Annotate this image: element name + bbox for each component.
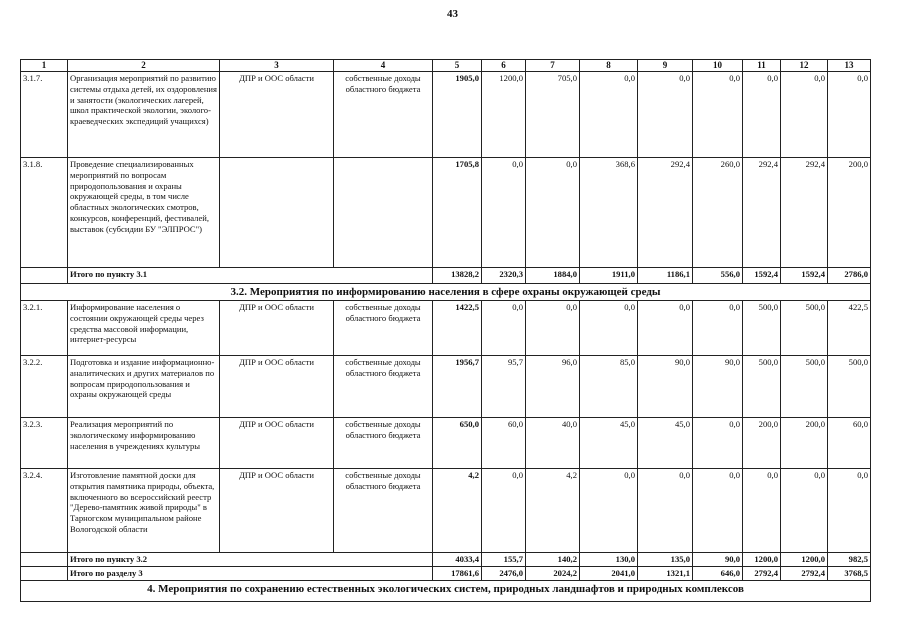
executor	[220, 158, 334, 268]
funding-source: собственные доходы областного бюджета	[334, 469, 433, 553]
amount-cell: 500,0	[743, 301, 781, 356]
total-amount: 1884,0	[526, 268, 580, 284]
amount-cell: 4,2	[526, 469, 580, 553]
amount-cell: 85,0	[580, 356, 638, 418]
total-amount: 1200,0	[743, 553, 781, 567]
amount-cell: 0,0	[743, 469, 781, 553]
amount-cell: 200,0	[743, 418, 781, 469]
activity-row	[21, 469, 871, 553]
page-number: 43	[447, 8, 458, 20]
total-label: Итого по пункту 3.1	[68, 268, 433, 284]
amount-cell: 292,4	[781, 158, 828, 268]
activity-code: 3.2.2.	[21, 356, 68, 418]
total-amount: 2024,2	[526, 566, 580, 580]
amount-cell: 292,4	[638, 158, 693, 268]
total-code	[21, 553, 68, 567]
total-amount: 1592,4	[781, 268, 828, 284]
total-amount: 130,0	[580, 553, 638, 567]
amount-cell: 1705,8	[433, 158, 482, 268]
activity-code: 3.1.8.	[21, 158, 68, 268]
executor: ДПР и ООС области	[220, 469, 334, 553]
amount-cell: 60,0	[482, 418, 526, 469]
total-amount: 1200,0	[781, 553, 828, 567]
amount-cell: 1905,0	[433, 72, 482, 158]
total-row	[21, 566, 871, 580]
amount-cell: 500,0	[781, 356, 828, 418]
activity-name: Подготовка и издание информационно-аналитических и других материалов по вопросам природопользования и охраны окружающей среды	[68, 356, 220, 418]
total-amount: 646,0	[693, 566, 743, 580]
total-amount: 2792,4	[781, 566, 828, 580]
activity-name: Реализация мероприятий по экологическому информированию населения в учреждениях культуры	[68, 418, 220, 469]
amount-cell: 0,0	[781, 72, 828, 158]
column-number: 9	[638, 60, 693, 72]
amount-cell: 0,0	[828, 469, 871, 553]
amount-cell: 0,0	[482, 158, 526, 268]
program-activities-table	[20, 59, 871, 602]
total-amount: 1911,0	[580, 268, 638, 284]
funding-source: собственные доходы областного бюджета	[334, 72, 433, 158]
total-amount: 2792,4	[743, 566, 781, 580]
amount-cell: 60,0	[828, 418, 871, 469]
activity-row	[21, 72, 871, 158]
amount-cell: 200,0	[828, 158, 871, 268]
total-amount: 140,2	[526, 553, 580, 567]
total-label: Итого по разделу 3	[68, 566, 433, 580]
amount-cell: 0,0	[638, 72, 693, 158]
amount-cell: 0,0	[693, 301, 743, 356]
amount-cell: 0,0	[580, 469, 638, 553]
column-number: 3	[220, 60, 334, 72]
total-code	[21, 566, 68, 580]
amount-cell: 500,0	[743, 356, 781, 418]
activity-row	[21, 356, 871, 418]
total-code	[21, 268, 68, 284]
amount-cell: 0,0	[580, 301, 638, 356]
total-row	[21, 268, 871, 284]
executor: ДПР и ООС области	[220, 72, 334, 158]
column-number: 4	[334, 60, 433, 72]
activity-name: Изготовление памятной доски для открытия памятника природы, объекта, включенного во всероссийский реестр "Дерево-памятник живой природы" в Тарногском муниципальном районе Вологодской области	[68, 469, 220, 553]
total-row	[21, 553, 871, 567]
total-amount: 2320,3	[482, 268, 526, 284]
total-amount: 135,0	[638, 553, 693, 567]
amount-cell: 0,0	[526, 158, 580, 268]
column-number: 1	[21, 60, 68, 72]
total-amount: 2786,0	[828, 268, 871, 284]
amount-cell: 0,0	[828, 72, 871, 158]
amount-cell: 0,0	[693, 72, 743, 158]
column-number-row	[21, 60, 871, 72]
amount-cell: 96,0	[526, 356, 580, 418]
total-amount: 17861,6	[433, 566, 482, 580]
funding-source: собственные доходы областного бюджета	[334, 356, 433, 418]
amount-cell: 0,0	[482, 469, 526, 553]
amount-cell: 0,0	[638, 301, 693, 356]
total-amount: 3768,5	[828, 566, 871, 580]
funding-source: собственные доходы областного бюджета	[334, 301, 433, 356]
total-amount: 1592,4	[743, 268, 781, 284]
amount-cell: 0,0	[693, 418, 743, 469]
amount-cell: 368,6	[580, 158, 638, 268]
activity-row	[21, 158, 871, 268]
amount-cell: 40,0	[526, 418, 580, 469]
executor: ДПР и ООС области	[220, 301, 334, 356]
amount-cell: 90,0	[693, 356, 743, 418]
section-heading-row	[21, 284, 871, 301]
activity-code: 3.2.4.	[21, 469, 68, 553]
activity-row	[21, 418, 871, 469]
total-label: Итого по пункту 3.2	[68, 553, 433, 567]
amount-cell: 650,0	[433, 418, 482, 469]
activity-name: Организация мероприятий по развитию системы отдыха детей, их оздоровления и занятости (экологических лагерей, школ практической экологии, эколого-краеведческих экспедиций учащихся)	[68, 72, 220, 158]
column-number: 13	[828, 60, 871, 72]
column-number: 10	[693, 60, 743, 72]
amount-cell: 260,0	[693, 158, 743, 268]
section-heading: 3.2. Мероприятия по информированию населения в сфере охраны окружающей среды	[21, 284, 871, 301]
activity-name: Информирование населения о состоянии окружающей среды через средства массовой информации, интернет-ресурсы	[68, 301, 220, 356]
amount-cell: 0,0	[482, 301, 526, 356]
amount-cell: 1422,5	[433, 301, 482, 356]
column-number: 11	[743, 60, 781, 72]
total-amount: 90,0	[693, 553, 743, 567]
amount-cell: 0,0	[526, 301, 580, 356]
section-heading-row	[21, 580, 871, 601]
amount-cell: 500,0	[828, 356, 871, 418]
amount-cell: 292,4	[743, 158, 781, 268]
total-amount: 1321,1	[638, 566, 693, 580]
column-number: 12	[781, 60, 828, 72]
total-amount: 1186,1	[638, 268, 693, 284]
executor: ДПР и ООС области	[220, 356, 334, 418]
total-amount: 982,5	[828, 553, 871, 567]
total-amount: 556,0	[693, 268, 743, 284]
amount-cell: 500,0	[781, 301, 828, 356]
column-number: 7	[526, 60, 580, 72]
amount-cell: 0,0	[638, 469, 693, 553]
amount-cell: 1956,7	[433, 356, 482, 418]
activity-row	[21, 301, 871, 356]
activity-code: 3.2.1.	[21, 301, 68, 356]
total-amount: 155,7	[482, 553, 526, 567]
total-amount: 2476,0	[482, 566, 526, 580]
amount-cell: 45,0	[638, 418, 693, 469]
amount-cell: 4,2	[433, 469, 482, 553]
amount-cell: 0,0	[580, 72, 638, 158]
total-amount: 2041,0	[580, 566, 638, 580]
activity-code: 3.1.7.	[21, 72, 68, 158]
funding-source	[334, 158, 433, 268]
activity-code: 3.2.3.	[21, 418, 68, 469]
column-number: 6	[482, 60, 526, 72]
funding-source: собственные доходы областного бюджета	[334, 418, 433, 469]
amount-cell: 1200,0	[482, 72, 526, 158]
executor: ДПР и ООС области	[220, 418, 334, 469]
column-number: 5	[433, 60, 482, 72]
amount-cell: 95,7	[482, 356, 526, 418]
amount-cell: 90,0	[638, 356, 693, 418]
amount-cell: 422,5	[828, 301, 871, 356]
amount-cell: 0,0	[781, 469, 828, 553]
column-number: 8	[580, 60, 638, 72]
activity-name: Проведение специализированных мероприятий по вопросам природопользования и охраны окружающей среды, в том числе областных экологических смотров, конкурсов, конференций, фестивалей, выставок (субсидии БУ "ЭЛПРОС")	[68, 158, 220, 268]
amount-cell: 705,0	[526, 72, 580, 158]
amount-cell: 0,0	[693, 469, 743, 553]
amount-cell: 45,0	[580, 418, 638, 469]
column-number: 2	[68, 60, 220, 72]
amount-cell: 0,0	[743, 72, 781, 158]
total-amount: 4033,4	[433, 553, 482, 567]
section-heading: 4. Мероприятия по сохранению естественных экологических систем, природных ландшафтов и природных комплексов	[21, 580, 871, 601]
total-amount: 13828,2	[433, 268, 482, 284]
amount-cell: 200,0	[781, 418, 828, 469]
